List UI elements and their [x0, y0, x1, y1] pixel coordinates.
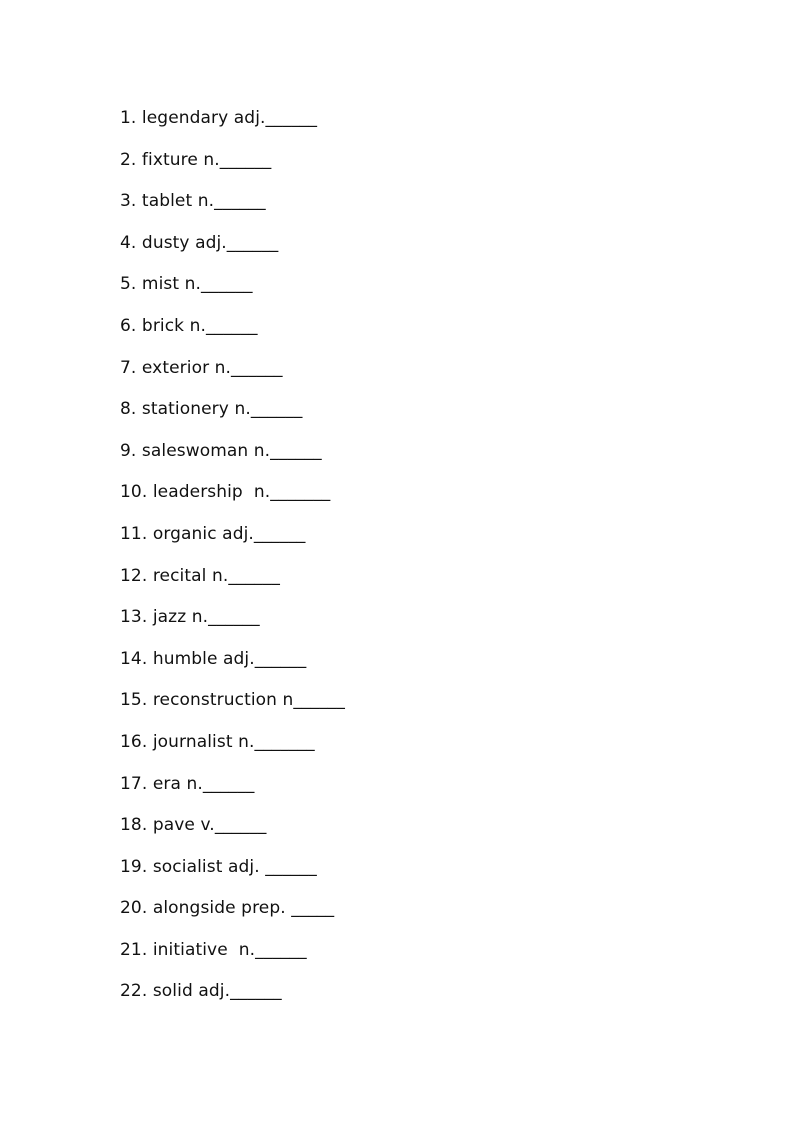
vocabulary-item-6: 6. brick n.______	[120, 315, 258, 336]
vocabulary-item-16: 16. journalist n._______	[120, 731, 315, 752]
vocabulary-item-20: 20. alongside prep. _____	[120, 898, 335, 919]
vocabulary-item-8: 8. stationery n.______	[120, 399, 303, 420]
vocabulary-item-17: 17. era n.______	[120, 773, 255, 794]
vocabulary-item-9: 9. saleswoman n.______	[120, 440, 322, 461]
vocabulary-item-22: 22. solid adj.______	[120, 981, 282, 1002]
vocabulary-item-3: 3. tablet n.______	[120, 191, 266, 212]
vocabulary-list	[120, 104, 345, 1019]
vocabulary-item-13: 13. jazz n.______	[120, 607, 260, 628]
vocabulary-item-21: 21. initiative n.______	[120, 939, 307, 960]
vocabulary-item-18: 18. pave v.______	[120, 815, 267, 836]
vocabulary-item-12: 12. recital n.______	[120, 565, 280, 586]
vocabulary-item-10: 10. leadership n._______	[120, 482, 331, 503]
vocabulary-item-2: 2. fixture n.______	[120, 149, 272, 170]
vocabulary-item-14: 14. humble adj.______	[120, 648, 307, 669]
vocabulary-item-11: 11. organic adj.______	[120, 523, 306, 544]
vocabulary-item-4: 4. dusty adj.______	[120, 232, 279, 253]
vocabulary-item-5: 5. mist n.______	[120, 274, 253, 295]
vocabulary-item-19: 19. socialist adj. ______	[120, 856, 317, 877]
vocabulary-item-1: 1. legendary adj.______	[120, 108, 318, 128]
vocabulary-item-15: 15. reconstruction n______	[120, 690, 346, 711]
vocabulary-item-7: 7. exterior n.______	[120, 357, 283, 378]
